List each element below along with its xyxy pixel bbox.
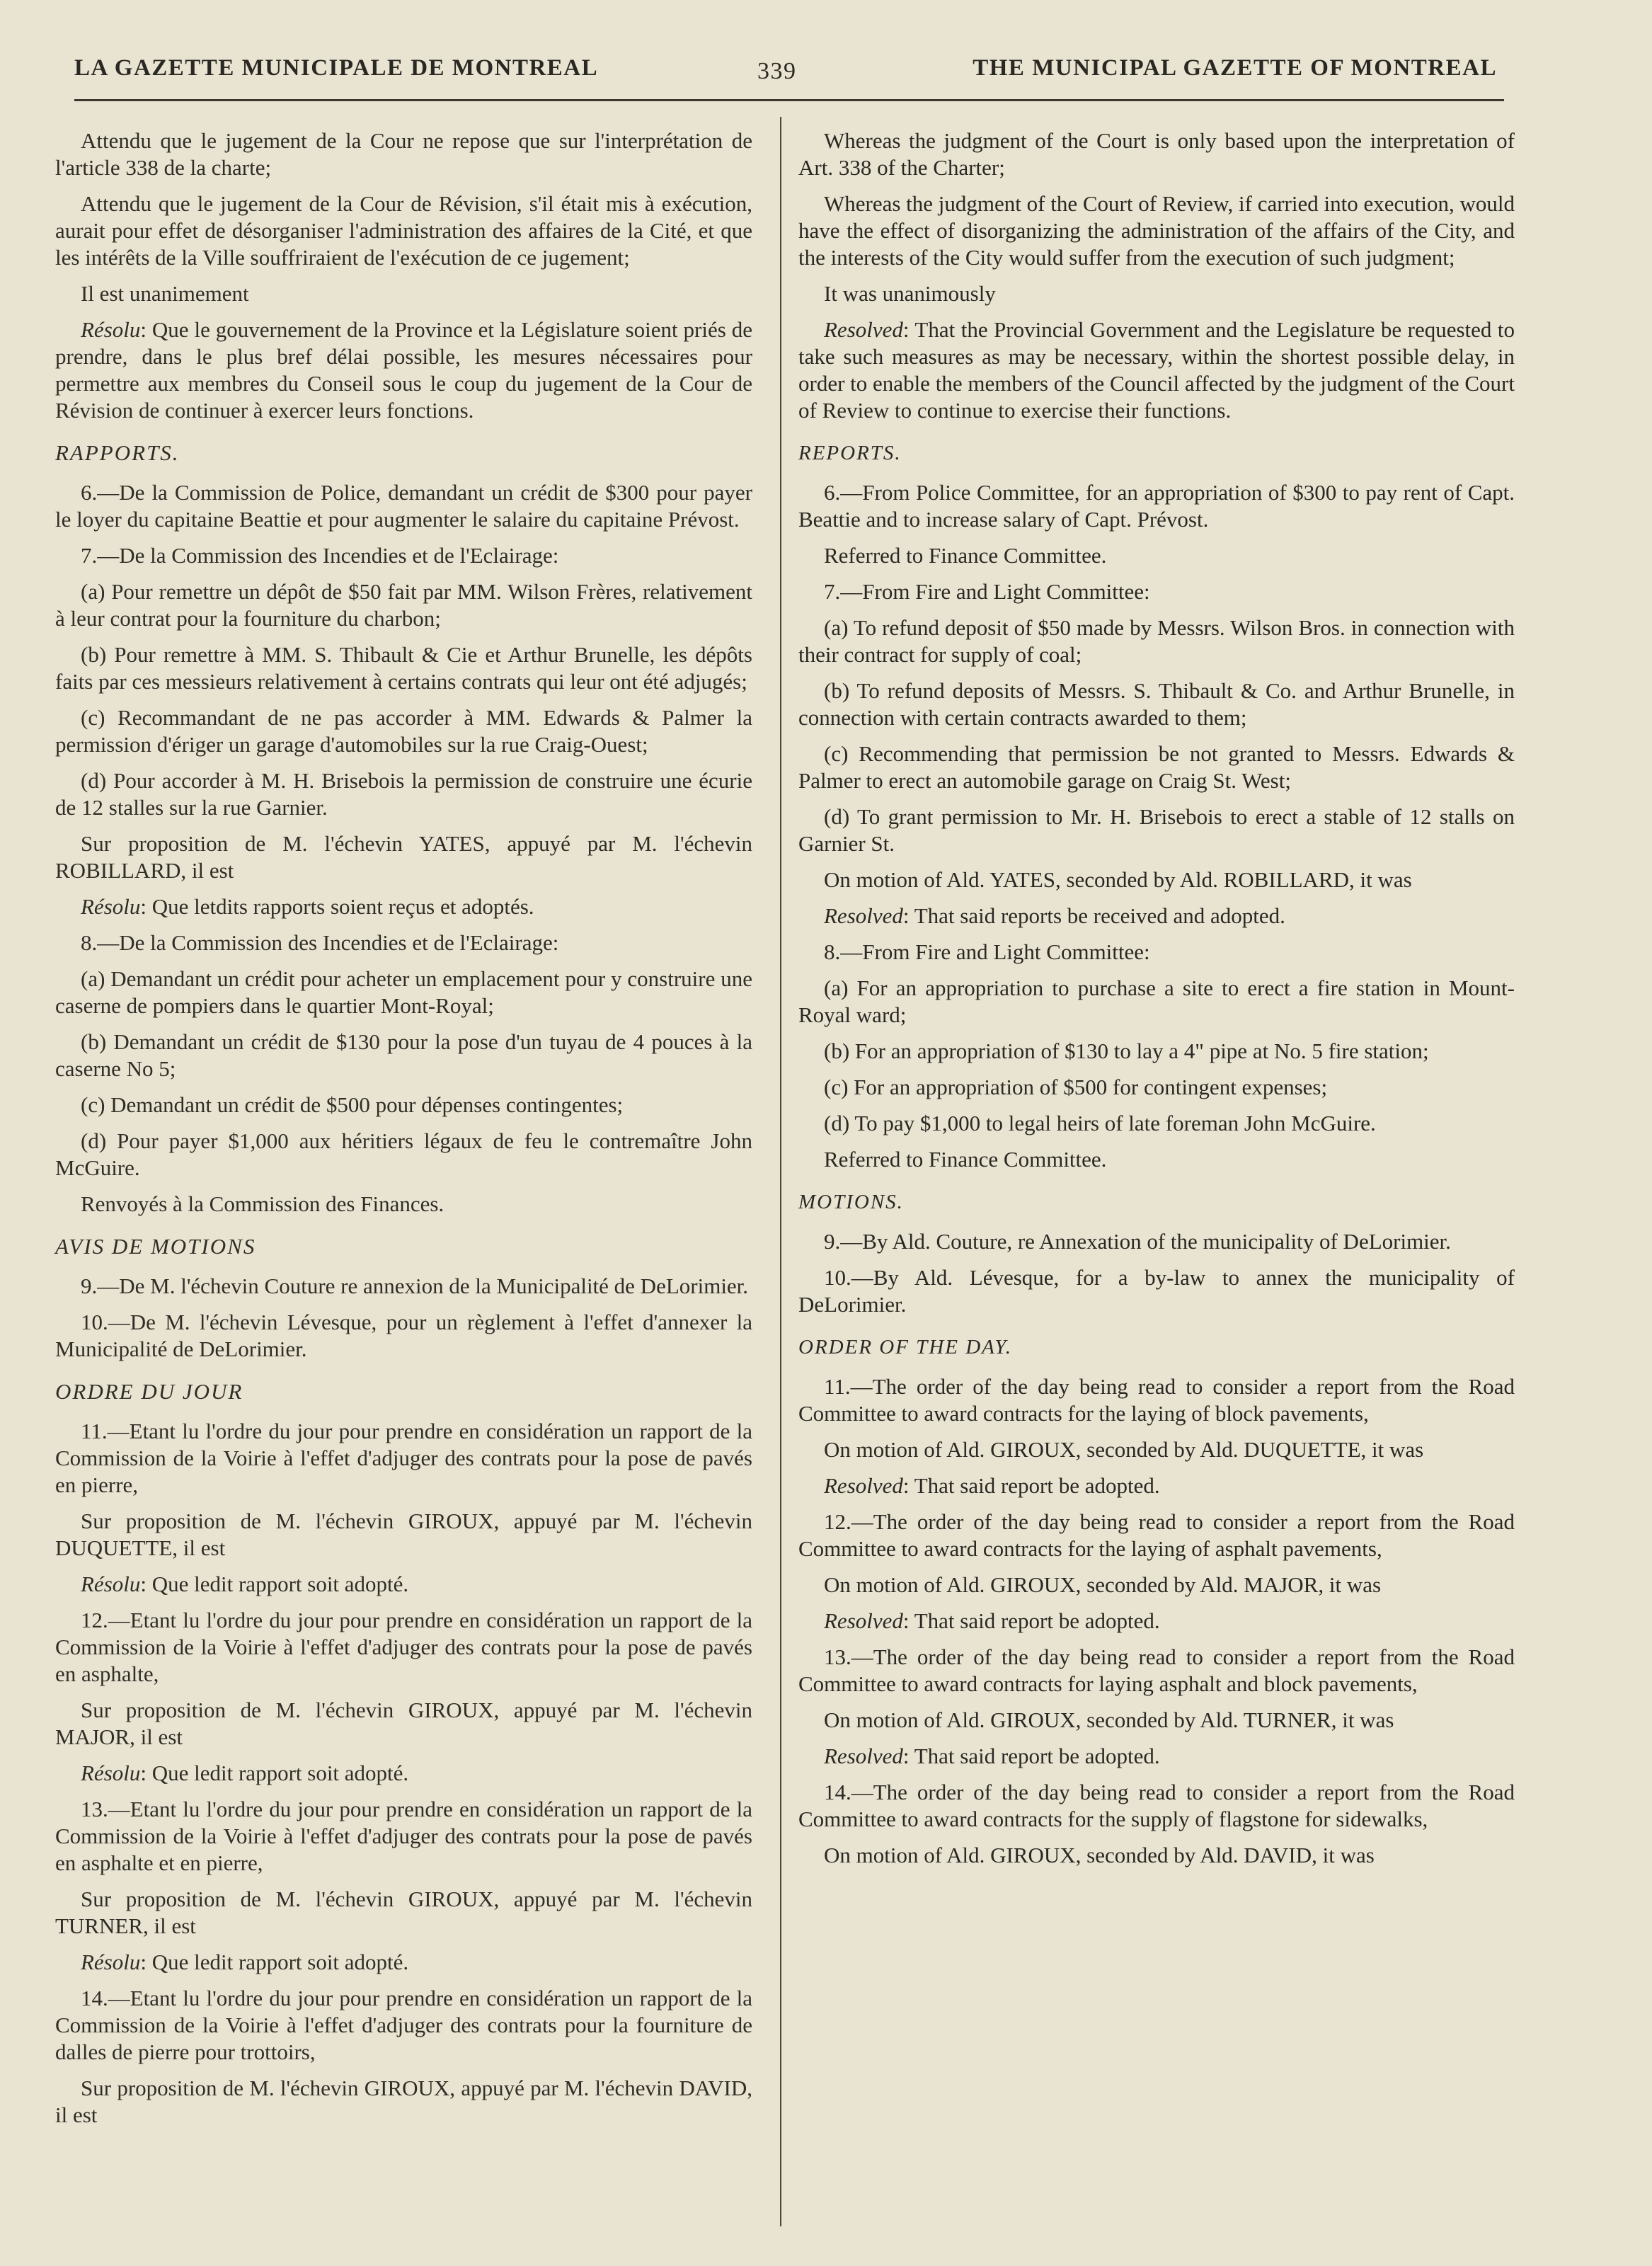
- paragraph: Whereas the judgment of the Court is only based upon the interpretation of Art. 338 of the Charter;: [798, 128, 1515, 180]
- paragraph: (a) Demandant un crédit pour acheter un emplacement pour y construire une caserne de pompiers dans le quartier Mont-Royal;: [55, 966, 752, 1018]
- paragraph: Résolu: Que letdits rapports soient reçus et adoptés.: [81, 894, 534, 919]
- header-rule: [74, 99, 1504, 101]
- paragraph: (a) Pour remettre un dépôt de $50 fait par MM. Wilson Frères, relativement à leur contrat pour la fourniture du charbon;: [55, 579, 752, 631]
- paragraph: 12.—The order of the day being read to consider a report from the Road Committee to award contracts for the laying of asphalt pavements,: [798, 1509, 1515, 1561]
- paragraph: Attendu que le jugement de la Cour de Révision, s'il était mis à exécution, aurait pour effet de désorganiser l'administration des affaires de la Cité, et que les intérêts de la Ville souffriraient de l'exécution de ce jugement;: [55, 191, 752, 270]
- paragraph: On motion of Ald. YATES, seconded by Ald. ROBILLARD, it was: [824, 867, 1412, 892]
- paragraph: Sur proposition de M. l'échevin YATES, appuyé par M. l'échevin ROBILLARD, il est: [55, 831, 752, 883]
- paragraph: (b) Demandant un crédit de $130 pour la pose d'un tuyau de 4 pouces à la caserne No 5;: [55, 1029, 752, 1081]
- section-heading: ORDRE DU JOUR: [55, 1379, 243, 1404]
- paragraph: (b) To refund deposits of Messrs. S. Thibault & Co. and Arthur Brunelle, in connection with certain contracts awarded to them;: [798, 678, 1515, 730]
- paragraph: Sur proposition de M. l'échevin GIROUX, appuyé par M. l'échevin MAJOR, il est: [55, 1698, 752, 1749]
- paragraph: Resolved: That the Provincial Government and the Legislature be requested to take such measures as may be necessary, within the shortest possible delay, in order to enable the members of the Council affected by the judgment of the Court of Review to continue to exercise their functions.: [798, 317, 1515, 423]
- paragraph: Attendu que le jugement de la Cour ne repose que sur l'interprétation de l'article 338 de la charte;: [55, 128, 752, 180]
- paragraph: (a) To refund deposit of $50 made by Messrs. Wilson Bros. in connection with their contract for supply of coal;: [798, 615, 1515, 667]
- section-heading: MOTIONS.: [798, 1191, 904, 1213]
- paragraph: 6.—From Police Committee, for an appropriation of $300 to pay rent of Capt. Beattie and to increase salary of Capt. Prévost.: [798, 480, 1515, 532]
- paragraph: 12.—Etant lu l'ordre du jour pour prendre en considération un rapport de la Commission de la Voirie à l'effet d'adjuger des contrats pour la pose de pavés en asphalte,: [55, 1608, 752, 1686]
- header-title-french: LA GAZETTE MUNICIPALE DE MONTREAL: [74, 55, 599, 81]
- page-header: [74, 55, 1497, 98]
- paragraph: (a) For an appropriation to purchase a site to erect a fire station in Mount-Royal ward;: [798, 975, 1515, 1027]
- paragraph: (c) Recommandant de ne pas accorder à MM. Edwards & Palmer la permission d'ériger un garage d'automobiles sur la rue Craig-Ouest;: [55, 705, 752, 757]
- paragraph: Referred to Finance Committee.: [824, 543, 1107, 568]
- section-heading: REPORTS.: [798, 442, 902, 464]
- paragraph: Resolved: That said report be adopted.: [824, 1608, 1160, 1633]
- paragraph: 13.—The order of the day being read to consider a report from the Road Committee to award contracts for laying asphalt and block pavements,: [798, 1644, 1515, 1696]
- paragraph: Sur proposition de M. l'échevin GIROUX, appuyé par M. l'échevin DAVID, il est: [55, 2076, 752, 2127]
- page-number: 339: [757, 58, 797, 84]
- section-heading: RAPPORTS.: [55, 440, 180, 465]
- paragraph: (d) To grant permission to Mr. H. Brisebois to erect a stable of 12 stalls on Garnier St.: [798, 804, 1515, 856]
- paragraph: Whereas the judgment of the Court of Review, if carried into execution, would have the effect of disorganizing the administration of the affairs of the City, and the interests of the City would suffer from the execution of such judgment;: [798, 191, 1515, 270]
- paragraph: (c) For an appropriation of $500 for contingent expenses;: [824, 1075, 1328, 1099]
- paragraph: Il est unanimement: [81, 281, 249, 306]
- paragraph: Résolu: Que ledit rapport soit adopté.: [81, 1950, 409, 1974]
- paragraph: Resolved: That said reports be received and adopted.: [824, 903, 1285, 928]
- paragraph: (c) Recommending that permission be not granted to Messrs. Edwards & Palmer to erect an automobile garage on Craig St. West;: [798, 741, 1515, 793]
- paragraph: (b) For an appropriation of $130 to lay a 4" pipe at No. 5 fire station;: [824, 1038, 1429, 1063]
- paragraph: (b) Pour remettre à MM. S. Thibault & Cie et Arthur Brunelle, les dépôts faits par ces messieurs relativement à certains contrats qui leur ont été adjugés;: [55, 642, 752, 694]
- paragraph: Renvoyés à la Commission des Finances.: [81, 1191, 444, 1216]
- paragraph: Résolu: Que ledit rapport soit adopté.: [81, 1761, 409, 1785]
- paragraph: 11.—Etant lu l'ordre du jour pour prendre en considération un rapport de la Commission de la Voirie à l'effet d'adjuger des contrats pour la pose de pavés en pierre,: [55, 1419, 752, 1497]
- paragraph: On motion of Ald. GIROUX, seconded by Ald. DUQUETTE, it was: [824, 1437, 1424, 1462]
- paragraph: On motion of Ald. GIROUX, seconded by Ald. TURNER, it was: [824, 1707, 1394, 1732]
- paragraph: 14.—The order of the day being read to consider a report from the Road Committee to award contracts for the supply of flagstone for sidewalks,: [798, 1780, 1515, 1831]
- paragraph: 10.—De M. l'échevin Lévesque, pour un règlement à l'effet d'annexer la Municipalité de DeLorimier.: [55, 1310, 752, 1361]
- paragraph: 7.—De la Commission des Incendies et de l'Eclairage:: [81, 543, 559, 568]
- paragraph: (c) Demandant un crédit de $500 pour dépenses contingentes;: [81, 1092, 624, 1117]
- paragraph: 7.—From Fire and Light Committee:: [824, 579, 1150, 604]
- paragraph: 8.—From Fire and Light Committee:: [824, 939, 1150, 964]
- header-title-english: THE MUNICIPAL GAZETTE OF MONTREAL: [973, 55, 1497, 81]
- paragraph: (d) Pour payer $1,000 aux héritiers légaux de feu le contremaître John McGuire.: [55, 1128, 752, 1180]
- paragraph: 6.—De la Commission de Police, demandant un crédit de $300 pour payer le loyer du capitaine Beattie et pour augmenter le salaire du capitaine Prévost.: [55, 480, 752, 532]
- paragraph: 13.—Etant lu l'ordre du jour pour prendre en considération un rapport de la Commission de la Voirie à l'effet d'adjuger des contrats pour la pose de pavés en asphalte et en pierre,: [55, 1797, 752, 1875]
- paragraph: 9.—By Ald. Couture, re Annexation of the municipality of DeLorimier.: [824, 1229, 1451, 1254]
- paragraph: 8.—De la Commission des Incendies et de l'Eclairage:: [81, 930, 559, 955]
- paragraph: On motion of Ald. GIROUX, seconded by Ald. MAJOR, it was: [824, 1572, 1382, 1597]
- paragraph: Referred to Finance Committee.: [824, 1147, 1107, 1172]
- paragraph: Resolved: That said report be adopted.: [824, 1473, 1160, 1498]
- french-column: [55, 127, 752, 2138]
- column-divider: [780, 117, 781, 2226]
- paragraph: Résolu: Que ledit rapport soit adopté.: [81, 1572, 409, 1596]
- paragraph: Sur proposition de M. l'échevin GIROUX, appuyé par M. l'échevin TURNER, il est: [55, 1887, 752, 1938]
- paragraph: Sur proposition de M. l'échevin GIROUX, appuyé par M. l'échevin DUQUETTE, il est: [55, 1509, 752, 1560]
- section-heading: ORDER OF THE DAY.: [798, 1336, 1012, 1358]
- paragraph: Résolu: Que le gouvernement de la Province et la Législature soient priés de prendre, dans le plus bref délai possible, les mesures nécessaires pour permettre aux membres du Conseil sous le coup du jugement de la Cour de Révision de continuer à exercer leurs fonctions.: [55, 317, 752, 423]
- paragraph: It was unanimously: [824, 281, 996, 306]
- paragraph: 14.—Etant lu l'ordre du jour pour prendre en considération un rapport de la Commission de la Voirie à l'effet d'adjuger des contrats pour la fourniture de dalles de pierre pour trottoirs,: [55, 1986, 752, 2064]
- paragraph: 10.—By Ald. Lévesque, for a by-law to annex the municipality of DeLorimier.: [798, 1265, 1515, 1317]
- english-column: [798, 127, 1515, 1878]
- paragraph: 11.—The order of the day being read to consider a report from the Road Committee to award contracts for the laying of block pavements,: [798, 1374, 1515, 1426]
- paragraph: On motion of Ald. GIROUX, seconded by Ald. DAVID, it was: [824, 1843, 1375, 1867]
- section-heading: AVIS DE MOTIONS: [55, 1234, 256, 1259]
- paragraph: Resolved: That said report be adopted.: [824, 1744, 1160, 1768]
- paragraph: 9.—De M. l'échevin Couture re annexion de la Municipalité de DeLorimier.: [81, 1274, 749, 1298]
- paragraph: (d) To pay $1,000 to legal heirs of late foreman John McGuire.: [824, 1111, 1376, 1135]
- paragraph: (d) Pour accorder à M. H. Brisebois la permission de construire une écurie de 12 stalles sur la rue Garnier.: [55, 768, 752, 820]
